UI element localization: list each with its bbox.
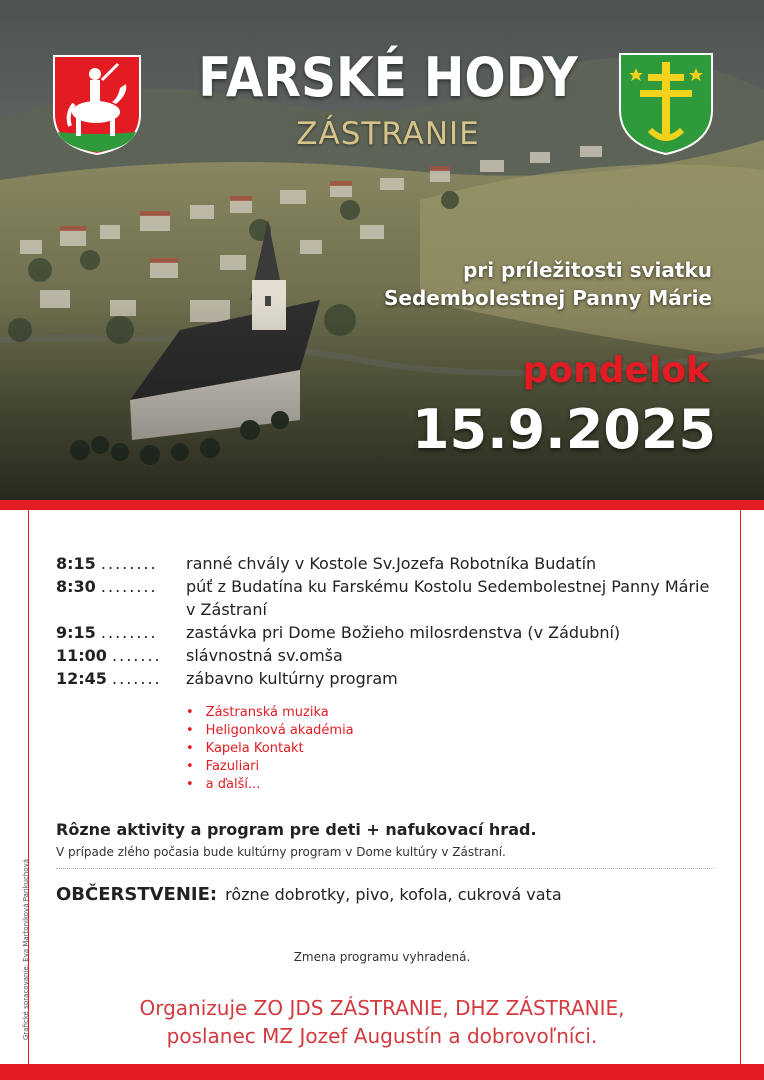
kids-activities-note: Rôzne aktivity a program pre deti + nafukovací hrad. xyxy=(56,820,537,839)
occasion-text xyxy=(384,256,712,312)
refreshments-items: rôzne dobrotky, pivo, kofola, cukrová vata xyxy=(225,885,562,904)
weather-note: V prípade zlého počasia bude kultúrny program v Dome kultúry v Zástraní. xyxy=(56,845,506,859)
refreshments xyxy=(56,884,562,905)
occasion-line-2: Sedembolestnej Panny Márie xyxy=(383,286,712,310)
list-item: • Zástranská muzika xyxy=(188,704,354,722)
list-item: • Kapela Kontakt xyxy=(188,740,354,758)
organizers xyxy=(0,994,764,1050)
schedule-time: 8:15 ........ xyxy=(56,554,158,573)
budatin-coat-of-arms-icon xyxy=(52,54,142,156)
schedule-row xyxy=(56,621,726,644)
schedule-time: 12:45 ....... xyxy=(56,669,162,688)
schedule-time: 11:00 ....... xyxy=(56,646,162,665)
schedule-desc: ranné chvály v Kostole Sv.Jozefa Robotníka Budatín xyxy=(186,554,597,573)
dotted-divider xyxy=(56,868,714,869)
hero-photo xyxy=(0,0,764,500)
event-date: 15.9.2025 xyxy=(411,398,716,461)
list-item: • Heligonková akadémia xyxy=(188,722,354,740)
design-credit: Grafické spracovanie: Eva Martoniková Parikuchová xyxy=(22,858,30,1040)
schedule-desc: púť z Budatína ku Farskému Kostolu Sedembolestnej Panny Márie v Zástraní xyxy=(186,577,710,619)
schedule-row xyxy=(56,667,726,690)
zastranie-coat-of-arms-icon xyxy=(618,52,714,156)
refreshments-label: OBČERSTVENIE: xyxy=(56,884,218,905)
schedule-desc: zábavno kultúrny program xyxy=(186,669,398,688)
program-change-note: Zmena programu vyhradená. xyxy=(293,950,471,964)
event-location: ZÁSTRANIE xyxy=(296,116,480,152)
list-item: • Fazuliari xyxy=(188,758,354,776)
schedule-time: 8:30 ........ xyxy=(56,577,158,596)
schedule-time: 9:15 ........ xyxy=(56,623,158,642)
occasion-line-1: pri príležitosti sviatku xyxy=(463,258,712,282)
event-weekday: pondelok xyxy=(522,350,710,391)
right-frame-line xyxy=(740,510,741,1064)
activities-list xyxy=(188,704,354,794)
schedule-row xyxy=(56,552,726,575)
schedule-desc: slávnostná sv.omša xyxy=(186,646,343,665)
schedule-row xyxy=(56,575,726,621)
list-item: • a ďalší... xyxy=(188,776,354,794)
schedule-list xyxy=(56,552,726,690)
schedule-row xyxy=(56,644,726,667)
organizers-line-1: Organizuje ZO JDS ZÁSTRANIE, DHZ ZÁSTRANIE, xyxy=(139,996,625,1020)
top-red-divider xyxy=(0,500,764,510)
organizers-line-2: poslanec MZ Jozef Augustín a dobrovoľníci. xyxy=(166,1024,598,1048)
schedule-desc: zastávka pri Dome Božieho milosrdenstva (v Zádubní) xyxy=(186,623,621,642)
bottom-red-bar xyxy=(0,1064,764,1080)
event-title: FARSKÉ HODY xyxy=(198,46,578,109)
